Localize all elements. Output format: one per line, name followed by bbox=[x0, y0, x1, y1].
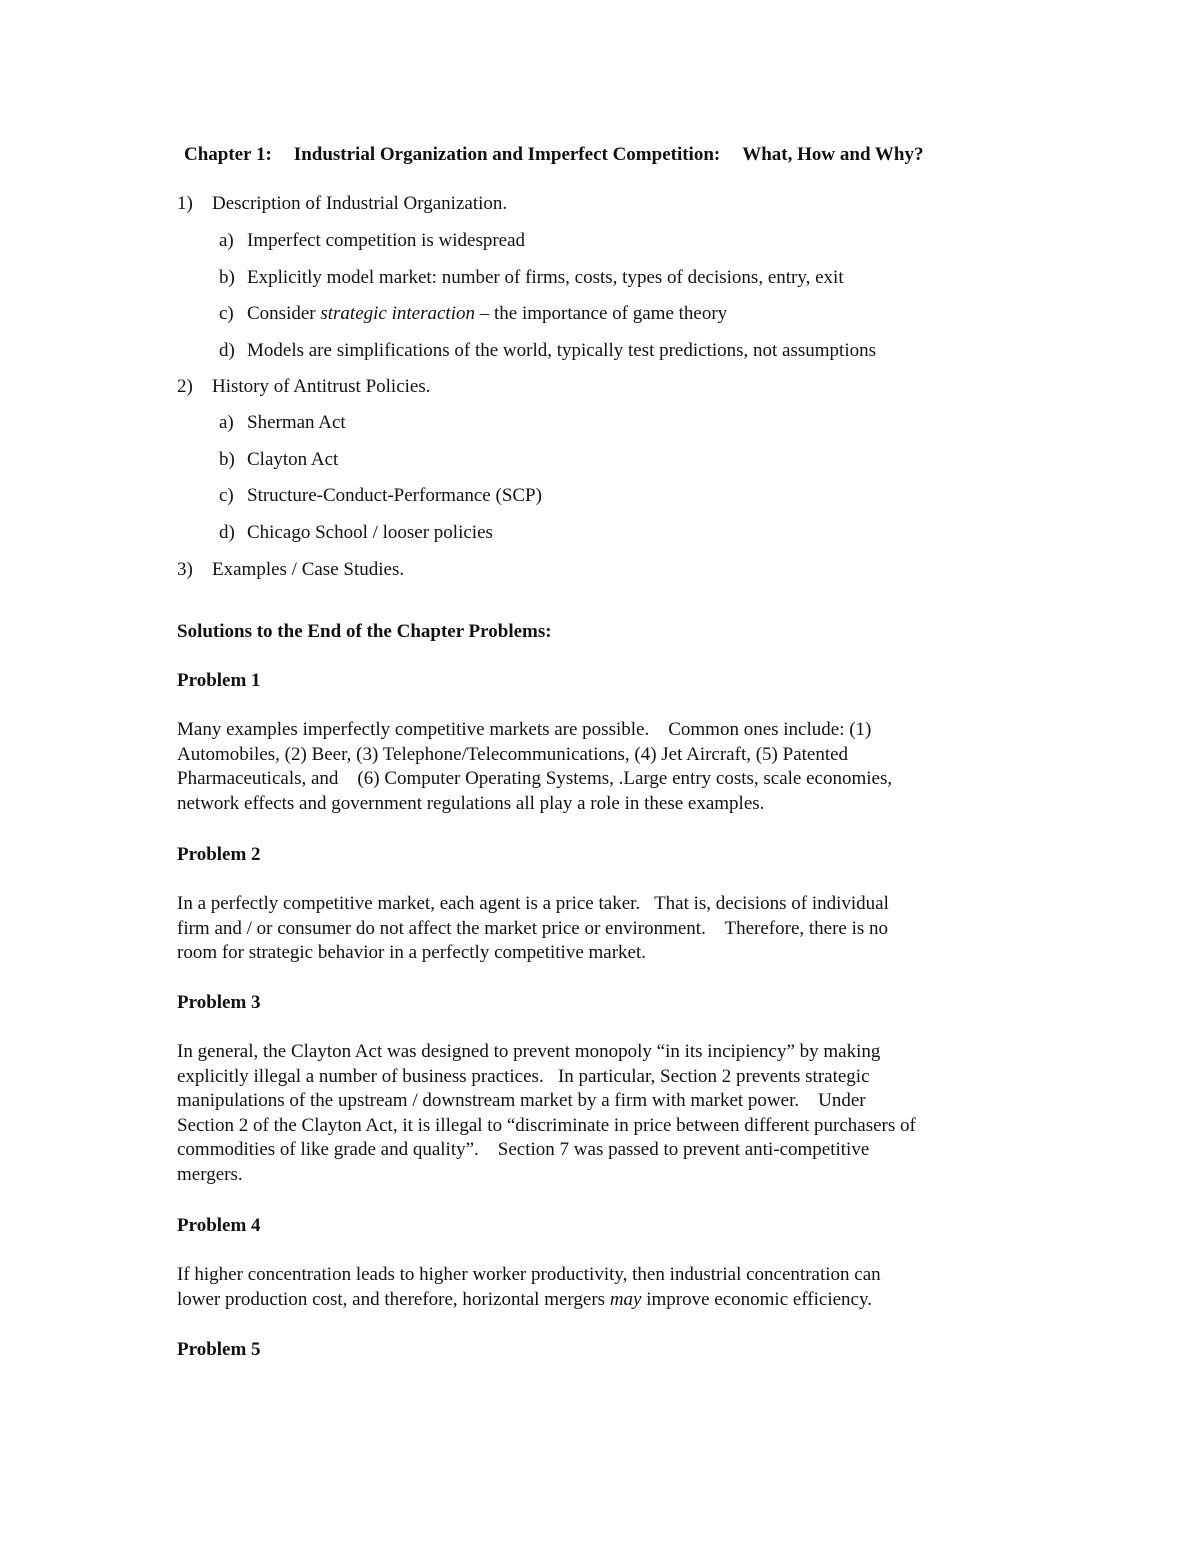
outline-text: Description of Industrial Organization. bbox=[212, 193, 508, 214]
outline-letter: d) bbox=[219, 522, 235, 543]
outline-subitem-2b bbox=[219, 448, 338, 472]
paragraph-line: commodities of like grade and quality”. Section 7 was passed to prevent anti-competitive bbox=[177, 1139, 870, 1161]
outline-letter: c) bbox=[219, 303, 234, 324]
outline-subtext-post: – the importance of game theory bbox=[474, 303, 728, 324]
paragraph-line: Pharmaceuticals, and (6) Computer Operating Systems, .Large entry costs, scale economies, bbox=[177, 768, 893, 790]
outline-subitem-2a bbox=[219, 411, 346, 435]
problem-2-text bbox=[177, 892, 1037, 966]
outline-subtext: Explicitly model market: number of firms, costs, types of decisions, entry, exit bbox=[247, 267, 844, 288]
outline-subtext: Structure-Conduct-Performance (SCP) bbox=[247, 485, 542, 506]
outline-letter: d) bbox=[219, 340, 235, 361]
paragraph-line: firm and / or consumer do not affect the market price or environment. Therefore, there is no bbox=[177, 917, 889, 939]
outline-subitem-1d bbox=[219, 339, 876, 363]
emphasis-text: strategic interaction bbox=[320, 303, 475, 324]
paragraph-line: mergers. bbox=[177, 1163, 243, 1185]
paragraph-line: In a perfectly competitive market, each agent is a price taker. That is, decisions of individual bbox=[177, 893, 889, 914]
problem-heading: Problem 4 bbox=[177, 1215, 261, 1236]
problem-3-text bbox=[177, 1040, 1037, 1188]
outline-subtext: Chicago School / looser policies bbox=[247, 522, 493, 543]
chapter-number: Chapter 1: bbox=[184, 144, 272, 165]
outline-number: 2) bbox=[177, 376, 193, 397]
outline-letter: b) bbox=[219, 449, 235, 470]
problem-heading: Problem 1 bbox=[177, 670, 261, 691]
outline-item-2 bbox=[177, 375, 431, 399]
outline-item-1 bbox=[177, 192, 507, 216]
outline-subitem-1a bbox=[219, 229, 525, 253]
emphasis-text: may bbox=[609, 1288, 642, 1310]
paragraph-line: manipulations of the upstream / downstream market by a firm with market power. Under bbox=[177, 1090, 866, 1112]
paragraph-line: In general, the Clayton Act was designed to prevent monopoly “in its incipiency” by making bbox=[177, 1041, 881, 1062]
outline-text: Examples / Case Studies. bbox=[212, 559, 405, 580]
problem-heading: Problem 2 bbox=[177, 844, 261, 865]
outline-number: 3) bbox=[177, 559, 193, 580]
problem-4-text bbox=[177, 1263, 1037, 1312]
outline-letter: b) bbox=[219, 267, 235, 288]
paragraph-line: room for strategic behavior in a perfectly competitive market. bbox=[177, 942, 647, 964]
outline-text: History of Antitrust Policies. bbox=[212, 376, 431, 397]
paragraph-line: explicitly illegal a number of business practices. In particular, Section 2 prevents strategic bbox=[177, 1065, 870, 1087]
paragraph-line: network effects and government regulations all play a role in these examples. bbox=[177, 792, 765, 814]
paragraph-text-pre: lower production cost, and therefore, horizontal mergers bbox=[177, 1288, 610, 1310]
outline-letter: a) bbox=[219, 230, 234, 251]
outline-subtext-pre: Consider bbox=[247, 303, 321, 324]
problem-1-text bbox=[177, 718, 1037, 816]
chapter-title bbox=[184, 143, 924, 167]
outline-subitem-1b bbox=[219, 266, 844, 290]
paragraph-line: Many examples imperfectly competitive markets are possible. Common ones include: (1) bbox=[177, 719, 872, 740]
outline-item-3 bbox=[177, 558, 404, 582]
chapter-subject: Industrial Organization and Imperfect Competition: bbox=[293, 144, 721, 165]
outline-subitem-2d bbox=[219, 521, 493, 545]
problem-heading: Problem 3 bbox=[177, 992, 261, 1013]
outline-number: 1) bbox=[177, 193, 193, 214]
problem-heading: Problem 5 bbox=[177, 1339, 261, 1360]
outline-letter: a) bbox=[219, 412, 234, 433]
paragraph-line: Section 2 of the Clayton Act, it is illegal to “discriminate in price between different purchasers of bbox=[177, 1114, 916, 1136]
outline-subtext: Imperfect competition is widespread bbox=[247, 230, 526, 251]
outline-subtext: Clayton Act bbox=[247, 449, 339, 470]
chapter-question: What, How and Why? bbox=[742, 144, 924, 165]
paragraph-line: If higher concentration leads to higher worker productivity, then industrial concentration can bbox=[177, 1264, 881, 1285]
solutions-heading: Solutions to the End of the Chapter Problems: bbox=[177, 621, 552, 642]
paragraph-line bbox=[177, 1288, 1037, 1313]
outline-subtext: Sherman Act bbox=[247, 412, 346, 433]
outline-subtext: Models are simplifications of the world, typically test predictions, not assumptions bbox=[247, 340, 877, 361]
paragraph-text-post: improve economic efficiency. bbox=[641, 1288, 873, 1310]
paragraph-line: Automobiles, (2) Beer, (3) Telephone/Telecommunications, (4) Jet Aircraft, (5) Patented bbox=[177, 743, 849, 765]
outline-letter: c) bbox=[219, 485, 234, 506]
outline-subitem-1c bbox=[219, 302, 727, 326]
outline-subitem-2c bbox=[219, 484, 542, 508]
